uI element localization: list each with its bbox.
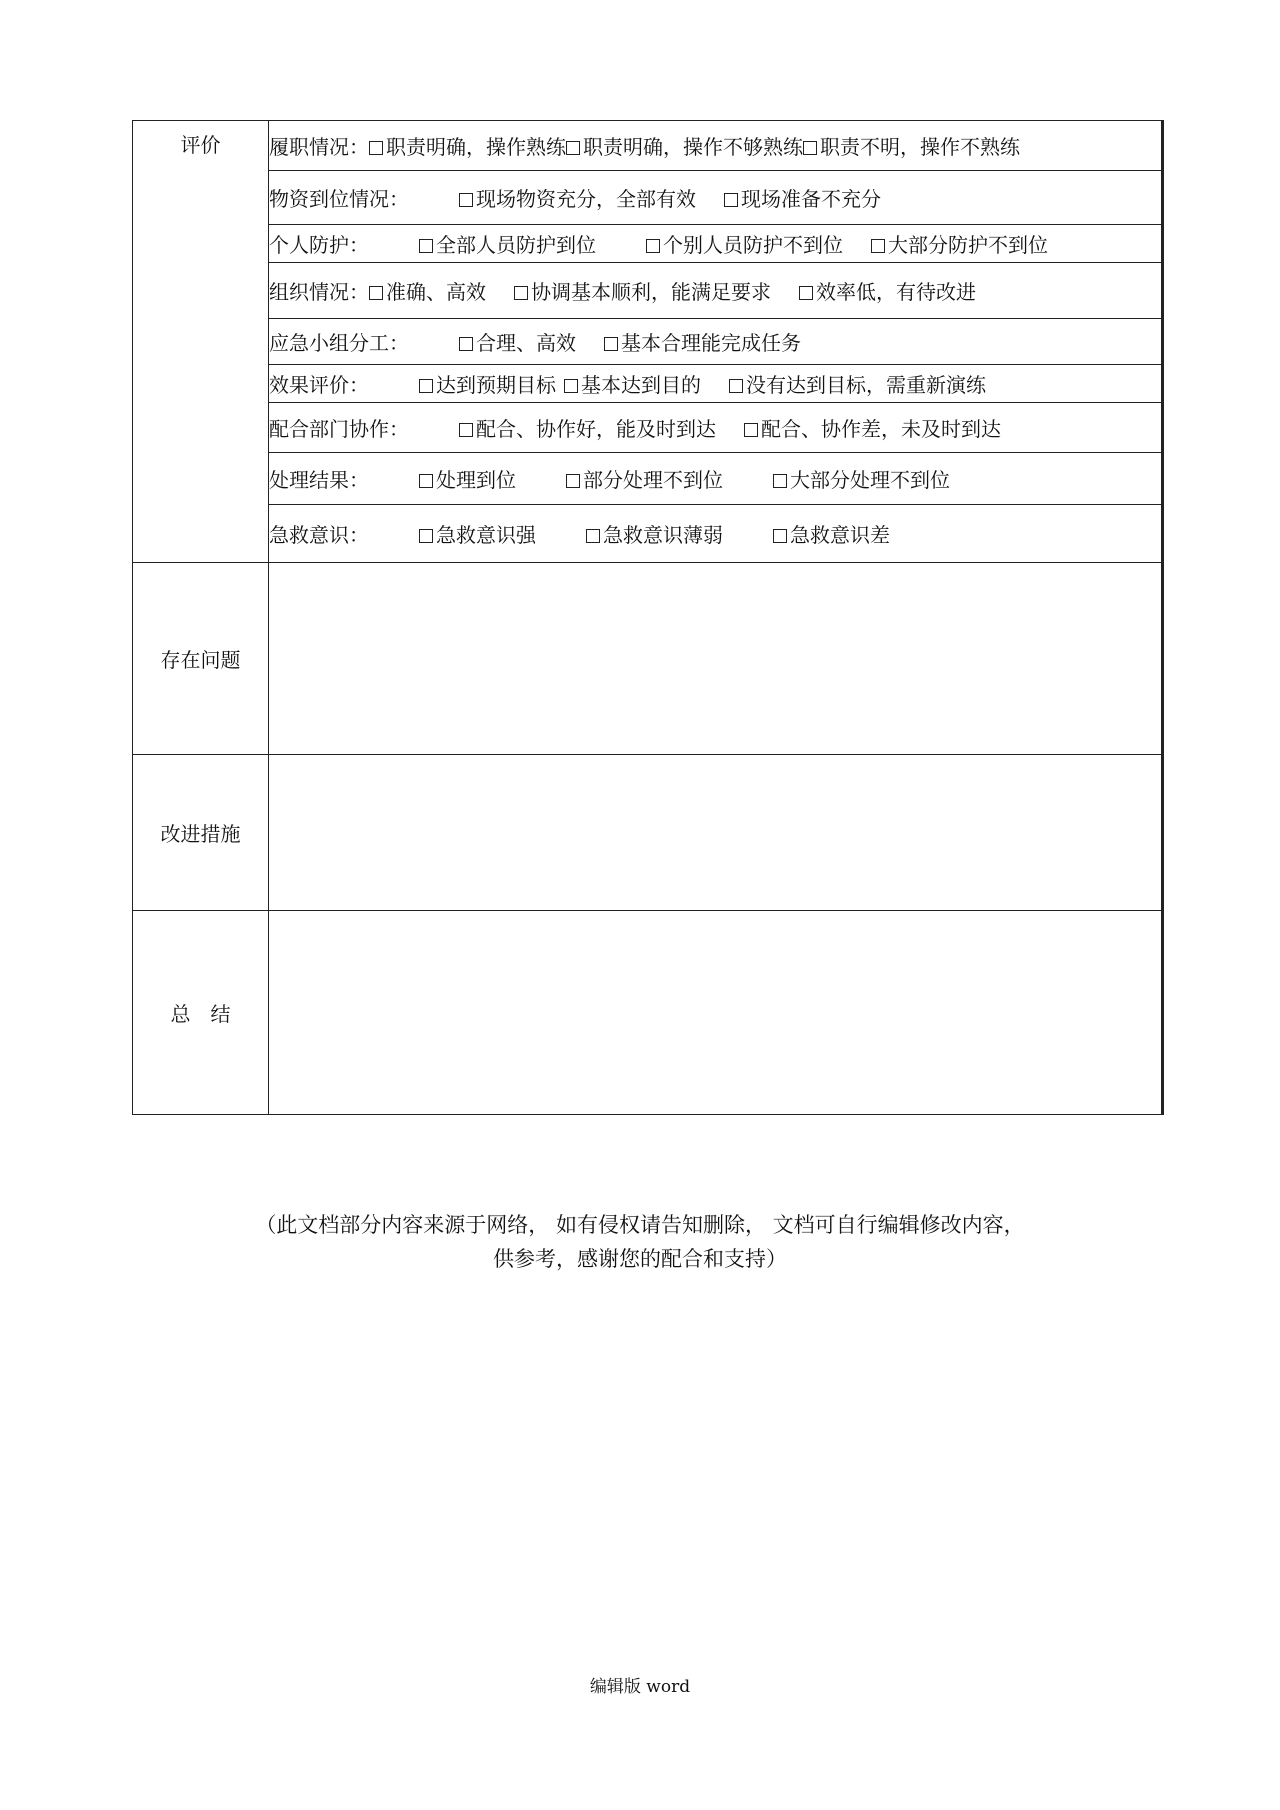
checkbox-icon[interactable] (773, 474, 787, 488)
evaluation-form-table (132, 120, 1164, 1115)
row-title: 应急小组分工： (269, 331, 409, 355)
problems-label: 存在问题 (133, 563, 269, 755)
page-footer: 编辑版 word (589, 1677, 691, 1697)
checkbox-icon[interactable] (459, 423, 473, 437)
option-label: 急救意识薄弱 (603, 523, 723, 547)
option-label: 个别人员防护不到位 (663, 233, 843, 257)
option-label: 全部人员防护到位 (436, 233, 596, 257)
option-checkbox[interactable] (419, 229, 596, 258)
option-label: 准确、高效 (386, 280, 486, 304)
row-title: 急救意识： (269, 523, 369, 547)
checkbox-icon[interactable] (604, 337, 618, 351)
problems-content[interactable] (269, 563, 1163, 755)
option-checkbox[interactable] (514, 276, 771, 305)
row-supplies (269, 171, 1163, 225)
row-title: 组织情况： (269, 280, 369, 304)
option-checkbox[interactable] (586, 519, 723, 548)
evaluation-label: 评价 (133, 121, 269, 563)
row-cooperation (269, 403, 1163, 453)
checkbox-icon[interactable] (459, 337, 473, 351)
checkbox-icon[interactable] (419, 474, 433, 488)
option-checkbox[interactable] (566, 464, 723, 493)
option-checkbox[interactable] (799, 276, 976, 305)
option-label: 处理到位 (436, 468, 516, 492)
option-checkbox[interactable] (459, 327, 576, 356)
checkbox-icon[interactable] (369, 286, 383, 300)
option-label: 现场物资充分，全部有效 (476, 187, 696, 211)
checkbox-icon[interactable] (369, 141, 383, 155)
option-checkbox[interactable] (803, 131, 1020, 160)
checkbox-icon[interactable] (646, 239, 660, 253)
option-label: 急救意识强 (436, 523, 536, 547)
row-title: 处理结果： (269, 468, 369, 492)
option-label: 大部分处理不到位 (790, 468, 950, 492)
option-checkbox[interactable] (419, 369, 556, 398)
option-label: 基本达到目的 (581, 373, 701, 397)
option-checkbox[interactable] (604, 327, 801, 356)
option-checkbox[interactable] (369, 131, 566, 160)
option-checkbox[interactable] (724, 183, 881, 212)
option-label: 合理、高效 (476, 331, 576, 355)
checkbox-icon[interactable] (773, 529, 787, 543)
option-checkbox[interactable] (646, 229, 843, 258)
row-division (269, 319, 1163, 365)
option-checkbox[interactable] (459, 413, 716, 442)
option-checkbox[interactable] (773, 464, 950, 493)
checkbox-icon[interactable] (566, 474, 580, 488)
option-label: 协调基本顺利，能满足要求 (531, 280, 771, 304)
option-checkbox[interactable] (871, 229, 1048, 258)
checkbox-icon[interactable] (803, 141, 817, 155)
option-checkbox[interactable] (773, 519, 890, 548)
summary-label: 总 结 (133, 911, 269, 1115)
checkbox-icon[interactable] (724, 193, 738, 207)
checkbox-icon[interactable] (586, 529, 600, 543)
checkbox-icon[interactable] (744, 423, 758, 437)
row-duty (269, 121, 1163, 171)
row-result (269, 453, 1163, 505)
checkbox-icon[interactable] (514, 286, 528, 300)
option-label: 职责不明，操作不熟练 (820, 135, 1020, 159)
option-label: 急救意识差 (790, 523, 890, 547)
option-checkbox[interactable] (459, 183, 696, 212)
option-label: 职责明确，操作不够熟练 (583, 135, 803, 159)
summary-content[interactable] (269, 911, 1163, 1115)
disclaimer-line-1: （此文档部分内容来源于网络， 如有侵权请告知删除， 文档可自行编辑修改内容， (255, 1213, 1025, 1237)
checkbox-icon[interactable] (419, 529, 433, 543)
disclaimer-note (0, 1208, 1280, 1276)
option-checkbox[interactable] (369, 276, 486, 305)
row-title: 履职情况： (269, 135, 369, 159)
option-label: 基本合理能完成任务 (621, 331, 801, 355)
row-title: 物资到位情况： (269, 187, 409, 211)
option-label: 达到预期目标 (436, 373, 556, 397)
option-label: 配合、协作差，未及时到达 (761, 417, 1001, 441)
checkbox-icon[interactable] (419, 379, 433, 393)
checkbox-icon[interactable] (419, 239, 433, 253)
row-title: 配合部门协作： (269, 417, 409, 441)
row-first-aid (269, 505, 1163, 563)
checkbox-icon[interactable] (564, 379, 578, 393)
option-checkbox[interactable] (744, 413, 1001, 442)
row-organization (269, 263, 1163, 319)
checkbox-icon[interactable] (729, 379, 743, 393)
row-title: 个人防护： (269, 233, 369, 257)
checkbox-icon[interactable] (459, 193, 473, 207)
option-label: 职责明确，操作熟练 (386, 135, 566, 159)
option-label: 效率低，有待改进 (816, 280, 976, 304)
checkbox-icon[interactable] (566, 141, 580, 155)
option-label: 没有达到目标，需重新演练 (746, 373, 986, 397)
option-label: 配合、协作好，能及时到达 (476, 417, 716, 441)
row-title: 效果评价： (269, 373, 369, 397)
option-checkbox[interactable] (419, 519, 536, 548)
checkbox-icon[interactable] (871, 239, 885, 253)
option-checkbox[interactable] (564, 369, 701, 398)
checkbox-icon[interactable] (799, 286, 813, 300)
option-checkbox[interactable] (419, 464, 516, 493)
option-checkbox[interactable] (729, 369, 986, 398)
option-label: 现场准备不充分 (741, 187, 881, 211)
improvements-label: 改进措施 (133, 755, 269, 911)
option-label: 部分处理不到位 (583, 468, 723, 492)
option-checkbox[interactable] (566, 131, 803, 160)
option-label: 大部分防护不到位 (888, 233, 1048, 257)
row-effect (269, 365, 1163, 403)
disclaimer-line-2: 供参考，感谢您的配合和支持） (493, 1247, 787, 1271)
row-protection (269, 225, 1163, 263)
improvements-content[interactable] (269, 755, 1163, 911)
